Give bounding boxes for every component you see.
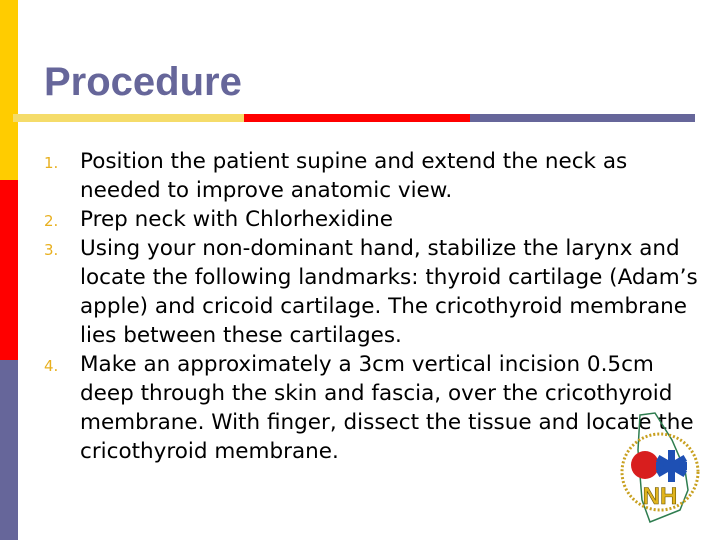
item-text: Make an approximately a 3cm vertical incision 0.5cm deep through the skin and fascia, over the cricothyroid membrane. With finger, dissect the tissue and locate the cricothyroid membrane. (80, 352, 694, 464)
list-item (44, 147, 709, 205)
item-text: Prep neck with Chlorhexidine (80, 207, 393, 232)
item-number: 4. (44, 357, 59, 375)
item-number: 2. (44, 212, 59, 230)
accent-bar-purple (0, 360, 18, 540)
title-underline-red (244, 114, 470, 122)
accent-bar-yellow (0, 0, 18, 180)
title-underline-yellow (13, 114, 244, 122)
title-underline-purple (470, 114, 695, 122)
list-item (44, 205, 709, 234)
item-number: 3. (44, 241, 59, 259)
slide-title: Procedure (44, 60, 242, 104)
accent-bar-red (0, 180, 18, 360)
list-item (44, 234, 709, 350)
logo-nh-text: NH (642, 483, 678, 510)
item-number: 1. (44, 154, 59, 172)
item-text: Using your non-dominant hand, stabilize the larynx and locate the following landmarks: thyroid cartilage (Adam’s apple) and cricoid cartilage. The cricothyroid membrane lies between these cartilages. (80, 236, 698, 348)
item-text: Position the patient supine and extend the neck as needed to improve anatomic view. (80, 149, 628, 203)
nh-ems-logo (610, 410, 710, 530)
